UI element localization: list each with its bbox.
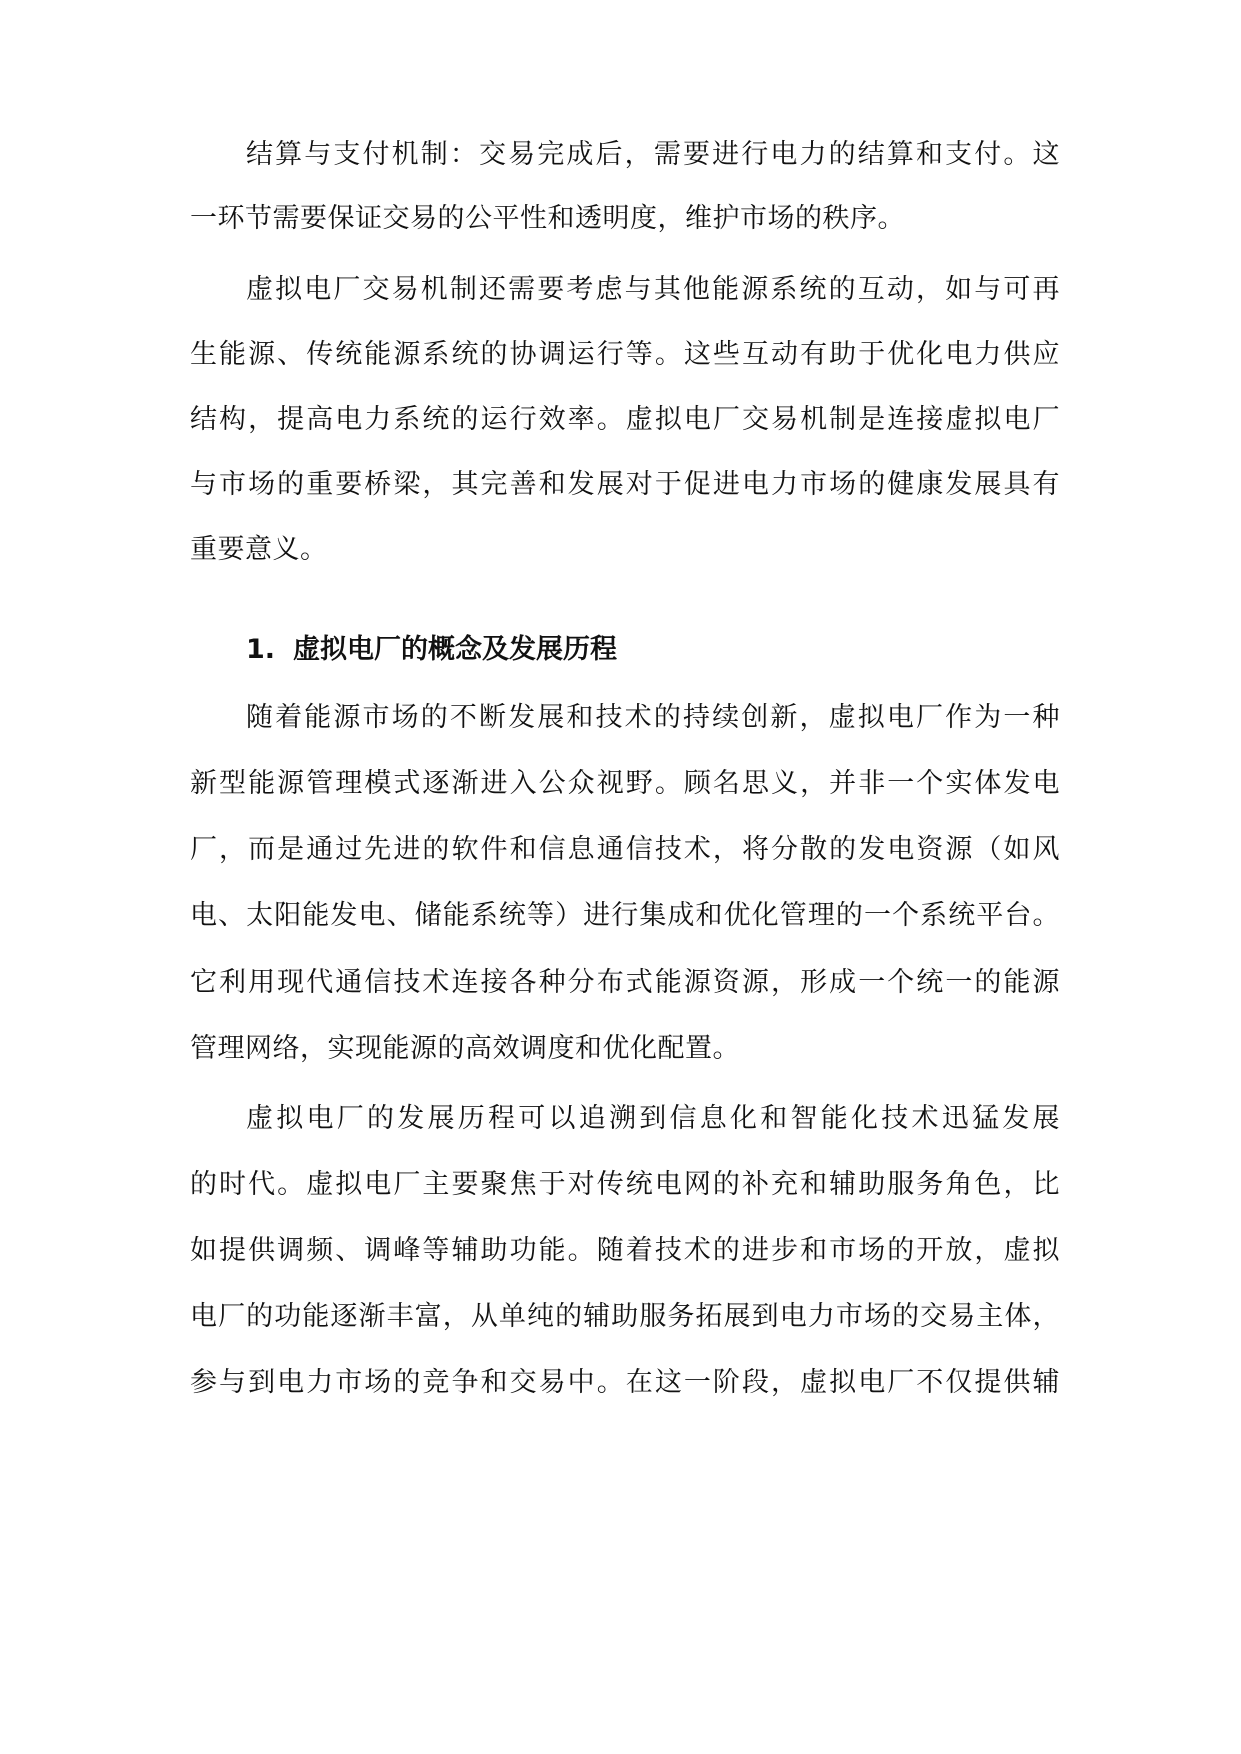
paragraph-line: 虚拟电厂交易机制还需要考虑与其他能源系统的互动，如与可再 [246, 274, 1060, 305]
paragraph-line: 它利用现代通信技术连接各种分布式能源资源，形成一个统一的能源 [190, 967, 1060, 998]
paragraph-line: 管理网络，实现能源的高效调度和优化配置。 [190, 1033, 740, 1064]
paragraph-line: 一环节需要保证交易的公平性和透明度，维护市场的秩序。 [190, 203, 905, 234]
paragraph-line: 随着能源市场的不断发展和技术的持续创新，虚拟电厂作为一种 [246, 702, 1060, 733]
section-heading [246, 632, 617, 668]
paragraph-line: 新型能源管理模式逐渐进入公众视野。顾名思义，并非一个实体发电 [190, 768, 1060, 799]
paragraph-line: 的时代。虚拟电厂主要聚焦于对传统电网的补充和辅助服务角色，比 [190, 1169, 1060, 1200]
paragraph-line: 电厂的功能逐渐丰富，从单纯的辅助服务拓展到电力市场的交易主体， [190, 1301, 1060, 1332]
paragraph-line: 厂，而是通过先进的软件和信息通信技术，将分散的发电资源（如风 [190, 834, 1060, 865]
paragraph-line: 虚拟电厂的发展历程可以追溯到信息化和智能化技术迅猛发展 [246, 1103, 1060, 1134]
paragraph-line: 参与到电力市场的竞争和交易中。在这一阶段，虚拟电厂不仅提供辅 [190, 1367, 1060, 1398]
section-number: 1. [246, 634, 276, 665]
paragraph-line: 结构，提高电力系统的运行效率。虚拟电厂交易机制是连接虚拟电厂 [190, 404, 1060, 435]
paragraph-line: 电、太阳能发电、储能系统等）进行集成和优化管理的一个系统平台。 [190, 900, 1060, 931]
paragraph-line: 重要意义。 [190, 534, 328, 565]
paragraph-line: 如提供调频、调峰等辅助功能。随着技术的进步和市场的开放，虚拟 [190, 1235, 1060, 1266]
paragraph-line: 生能源、传统能源系统的协调运行等。这些互动有助于优化电力供应 [190, 339, 1060, 370]
section-title: 虚拟电厂的概念及发展历程 [293, 634, 618, 665]
paragraph-line: 结算与支付机制：交易完成后，需要进行电力的结算和支付。这 [246, 139, 1060, 170]
paragraph-line: 与市场的重要桥梁，其完善和发展对于促进电力市场的健康发展具有 [190, 469, 1060, 500]
